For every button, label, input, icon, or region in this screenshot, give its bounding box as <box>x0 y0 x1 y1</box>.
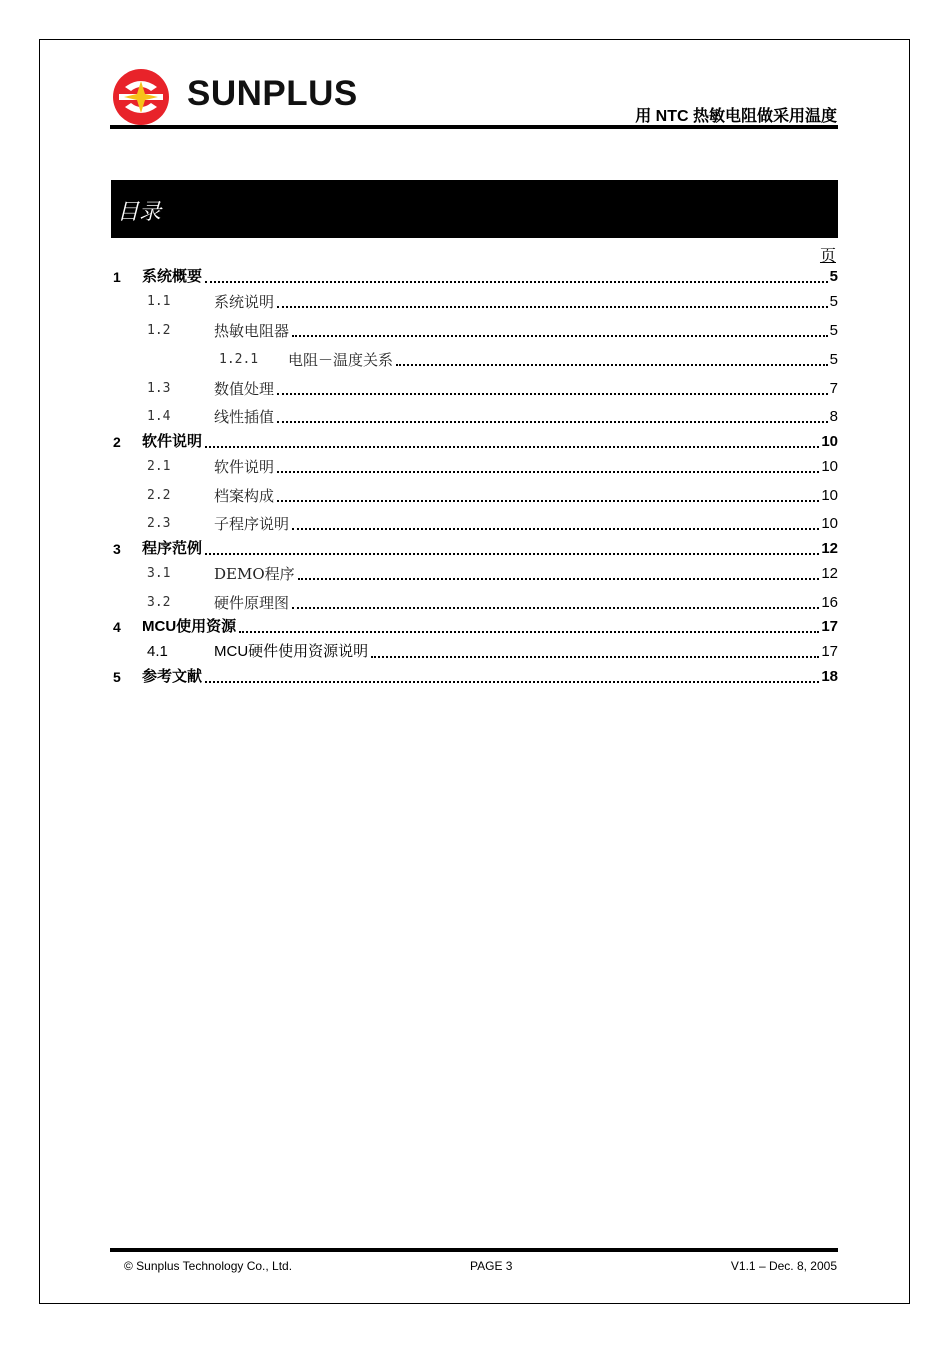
toc-entry[interactable] <box>0 267 950 289</box>
toc-entry-number: 4 <box>113 619 121 635</box>
toc-leader-dots <box>277 499 819 502</box>
toc-entry-number: 3 <box>113 541 121 557</box>
toc-entry-title: 电阻－温度关系 <box>288 351 394 369</box>
toc-entry-number: 1.2.1 <box>219 352 259 367</box>
toc-leader-dots <box>205 680 819 683</box>
toc-entry-page: 10 <box>821 433 838 450</box>
toc-entry-title: 硬件原理图 <box>214 594 290 612</box>
toc-entry-number: 3.2 <box>147 595 171 610</box>
toc-leader-dots <box>371 655 819 658</box>
toc-entry[interactable] <box>0 593 950 615</box>
toc-leader-dots <box>298 577 819 580</box>
toc-entry[interactable] <box>0 432 950 454</box>
toc-entry-page: 7 <box>829 380 838 397</box>
toc-entry-number: 1.2 <box>147 323 171 338</box>
toc-entry-page: 10 <box>821 487 838 504</box>
toc-entry-page: 17 <box>821 643 838 660</box>
toc-entry-number: 2.2 <box>147 488 171 503</box>
toc-leader-dots <box>277 305 828 308</box>
toc-leader-dots <box>205 552 819 555</box>
toc-entry-title: 系统说明 <box>214 293 275 311</box>
toc-leader-dots <box>292 527 819 530</box>
toc-entry-page: 5 <box>829 293 838 310</box>
toc-entry-number: 2.3 <box>147 516 171 531</box>
toc-entry-page: 5 <box>829 268 838 285</box>
toc-entry-page: 10 <box>821 515 838 532</box>
toc-entry-number: 1.3 <box>147 381 171 396</box>
toc-entry-title: MCU硬件使用资源说明 <box>214 643 369 660</box>
toc-leader-dots <box>396 363 828 366</box>
toc-entry[interactable] <box>0 667 950 689</box>
toc-entry[interactable] <box>0 407 950 429</box>
toc-leader-dots <box>205 280 828 283</box>
toc-entry-title: 线性插值 <box>214 408 275 426</box>
footer-version: V1.1 – Dec. 8, 2005 <box>730 1259 837 1273</box>
toc-entry-title: 参考文献 <box>142 668 203 685</box>
toc-entry-page: 12 <box>821 540 838 557</box>
brand-name: SUNPLUS <box>187 74 358 113</box>
toc-entry-title: 子程序说明 <box>214 515 290 533</box>
toc-leader-dots <box>277 420 828 423</box>
toc-leader-dots <box>277 392 828 395</box>
toc-entry[interactable] <box>0 539 950 561</box>
toc-entry-page: 8 <box>829 408 838 425</box>
toc-entry-page: 17 <box>821 618 838 635</box>
toc-entry-page: 12 <box>821 565 838 582</box>
toc-entry-number: 2 <box>113 434 121 450</box>
toc-entry-title: 数值处理 <box>214 380 275 398</box>
header-divider <box>110 125 838 129</box>
toc-entry-number: 1.1 <box>147 294 171 309</box>
toc-entry-number: 2.1 <box>147 459 171 474</box>
toc-entry-page: 16 <box>821 594 838 611</box>
toc-banner <box>111 180 838 238</box>
toc-leader-dots <box>205 445 819 448</box>
toc-entry-title: 软件说明 <box>214 458 275 476</box>
toc-entry-title: 程序范例 <box>142 540 203 557</box>
footer-page-number: PAGE 3 <box>470 1259 513 1273</box>
toc-entry-number: 4.1 <box>147 643 168 660</box>
toc-entry-page: 5 <box>829 351 838 368</box>
document-title: 用 NTC 热敏电阻做采用温度 <box>635 108 837 125</box>
toc-entry[interactable] <box>0 321 950 343</box>
toc-heading: 目录 <box>117 200 162 225</box>
toc-leader-dots <box>277 470 819 473</box>
toc-entry[interactable] <box>0 617 950 639</box>
toc-entry-number: 1 <box>113 269 121 285</box>
toc-leader-dots <box>239 630 819 633</box>
toc-entry-number: 1.4 <box>147 409 171 424</box>
toc-entry-title: 热敏电阻器 <box>214 322 290 340</box>
page-column-label: 页 <box>819 246 836 265</box>
toc-entry[interactable] <box>0 292 950 314</box>
toc-entry[interactable] <box>0 379 950 401</box>
toc-entry-number: 3.1 <box>147 566 171 581</box>
sunplus-logo-icon <box>111 67 171 127</box>
toc-entry-title: 软件说明 <box>142 433 203 450</box>
footer-divider <box>110 1248 838 1252</box>
toc-entry-page: 5 <box>829 322 838 339</box>
toc-entry[interactable] <box>0 350 950 372</box>
toc-entry[interactable] <box>0 486 950 508</box>
toc-entry-title: 系统概要 <box>142 268 203 285</box>
toc-entry[interactable] <box>0 457 950 479</box>
toc-entry-page: 10 <box>821 458 838 475</box>
toc-leader-dots <box>292 334 828 337</box>
toc-entry-title: 档案构成 <box>214 487 275 505</box>
footer-copyright: © Sunplus Technology Co., Ltd. <box>124 1259 293 1273</box>
toc-entry-page: 18 <box>821 668 838 685</box>
toc-leader-dots <box>292 606 819 609</box>
toc-entry-title: MCU使用资源 <box>142 618 237 635</box>
toc-entry-title: DEMO程序 <box>214 565 295 583</box>
toc-entry[interactable] <box>0 564 950 586</box>
toc-entry[interactable] <box>0 514 950 536</box>
toc-entry-number: 5 <box>113 669 121 685</box>
toc-entry[interactable] <box>0 642 950 664</box>
